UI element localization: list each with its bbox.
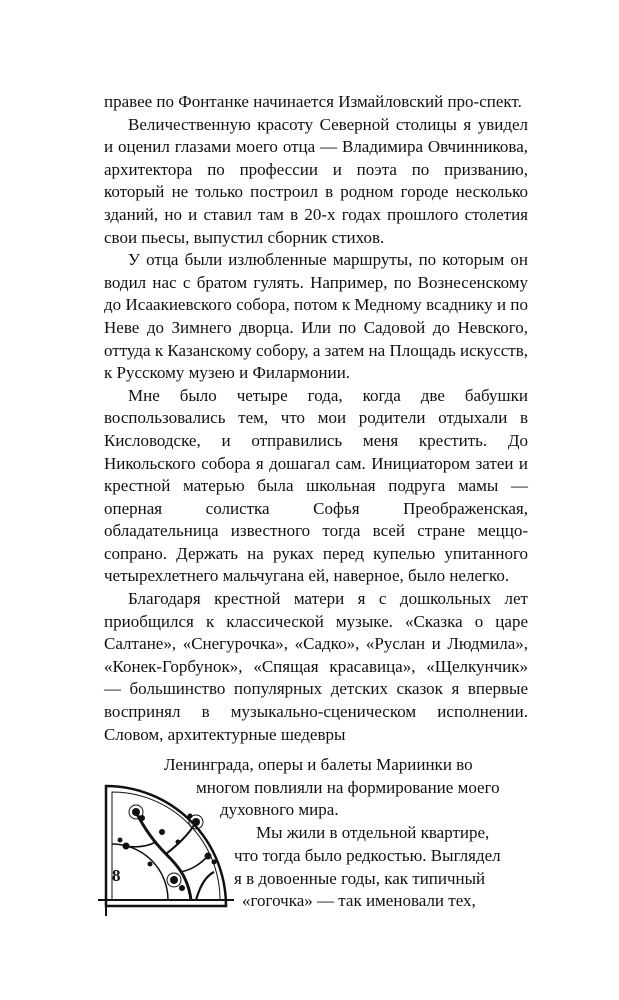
text-line: что тогда было редкостью. Выглядел (234, 846, 501, 865)
text-line: многом повлияли на формирование моего (196, 778, 500, 797)
page-number: 8 (112, 866, 121, 885)
paragraph: Мне было четыре года, когда две бабушки воспользовались тем, что мои родители отдыхали в Кисловодске, и отправились меня крестить. До Никольского собора я дошагал сам. Инициатором затеи и крестной матерью была школьная подруга мамы — оперная солистка Софья Преображенская, обладательница известного тогда всей стране меццо-сопрано. Держать на руках перед купелью упитанного четырехлетнего мальчугана ей, наверное, было нелегко. (104, 385, 528, 586)
paragraph: Благодаря крестной матери я с дошкольных лет приобщился к классической музыке. «Сказка о царе Салтане», «Снегурочка», «Садко», «Руслан и Людмила», «Конек-Горбунок», «Спящая красавица», «Щелкунчик» — большинство популярных детских сказок я впервые воспринял в музыкально-сценическом исполнении. Словом, архитектурные шедевры (104, 589, 528, 744)
text-line: духовного мира. (220, 800, 339, 819)
paragraph: Величественную красоту Северной столицы я увидел и оценил глазами моего отца — Владимира Овчинникова, архитектора по профессии и поэта по призванию, который не только построил в родном городе несколько зданий, но и ставил там в 20-х годах прошлого столетия свои пьесы, выпустил сборник стихов. (104, 114, 528, 247)
text-line: Ленинграда, оперы и балеты Мариинки во (164, 755, 473, 774)
paragraph: У отца были излюбленные маршруты, по которым он водил нас с братом гулять. Например, по Вознесенскому до Исаакиевского собора, потом к Медному всаднику и по Неве до Зимнего дворца. Или по Садовой до Невского, оттуда к Казанскому собору, а затем на Площадь искусств, к Русскому музею и Филармонии. (104, 250, 528, 383)
floral-corner-ornament-icon (96, 776, 236, 916)
body-text (104, 91, 528, 746)
text-line-content: «гогочка» — так именовали тех, (242, 891, 476, 910)
paragraph: правее по Фонтанке начинается Измайловский про-спект. (104, 92, 522, 111)
text-line (242, 890, 528, 913)
text-line: я в довоенные годы, как типичный (234, 869, 486, 888)
text-line: Мы жили в отдельной квартире, (256, 823, 490, 842)
